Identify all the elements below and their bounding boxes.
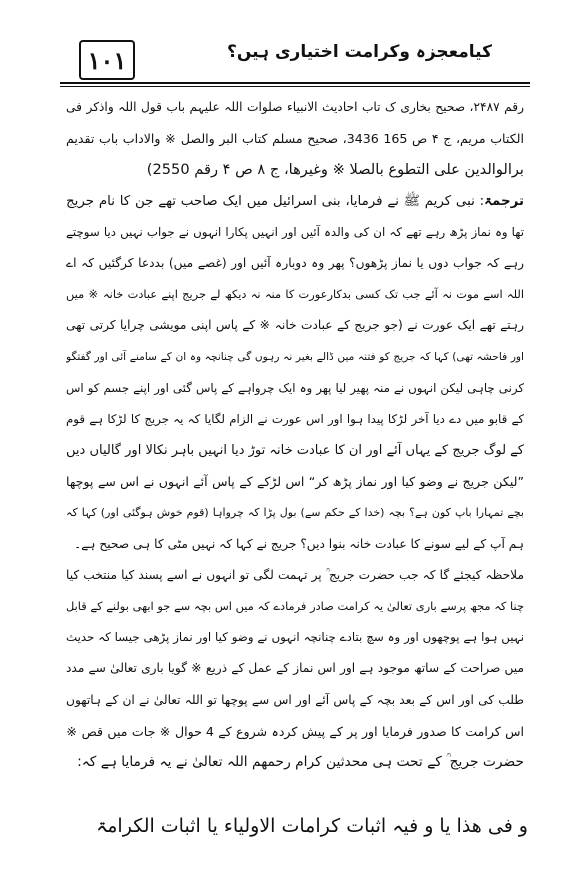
text-line: اور فاحشہ تھی) کہا کہ جریج کو فتنہ میں ڈالے بغیر نہ رہوں گی چنانچہ وہ ان کے سامنے آئی اور گفتگو (66, 350, 524, 363)
text-line: چنا کہ مجھ پرسے باری تعالیٰ یہ کرامت صادر فرمادے کہ میں اس بچہ سے جو ابھی بولنے کے قابل (66, 599, 524, 613)
text-line: برالوالدین علی التطوع بالصلا ※ وغیرھا، ج ۸ ص ۴ رقم 2550) (146, 161, 524, 179)
text-line: رہتے تھے ایک عورت نے (جو جریج کے عبادت خانہ ※ کے پاس اپنی مویشی چرایا کرتی تھی (66, 318, 524, 333)
translation-text: : نبی کریم ﷺ نے فرمایا، بنی اسرائیل میں ایک صاحب تھے جن کا نام جریج (66, 193, 485, 209)
text-line: تھا وہ نماز پڑھ رہے تھے کہ ان کی والدہ آئیں اور انہیں پکارا انہوں نے جواب نہیں دیا سوچتے (66, 224, 524, 239)
text-line: اللہ اسے موت نہ آئے جب تک کسی بدکارعورت کا منہ نہ دیکھ لے جریج اپنے عبادت خانہ ※ میں (66, 287, 524, 302)
text-line: الکتاب مریم، ج ۴ ص 165 3436، صحیح مسلم کتاب البر والصل ※ والاداب باب تقدیم (66, 131, 524, 147)
translation-label: ترجمۃ (484, 193, 524, 209)
translation-line (66, 186, 524, 217)
header-rule (60, 82, 530, 84)
text-line: رہے کہ جواب دوں یا نماز پڑھوں؟ پھر وہ دوبارہ آئیں اور (غصے میں) بددعا کرگئیں کہ اے (66, 255, 524, 270)
text-line: کے قابو میں دے دیا آخر لڑکا پیدا ہوا اور اس عورت نے الزام لگایا کہ یہ جریج کا لڑکا ہے قوم (66, 411, 524, 426)
text-line: اس کرامت کا صدور فرمایا اور پر کے پیش کردہ شروع کے 4 حوال ※ جات میں قص ※ (66, 723, 524, 739)
text-line: ہم آپ کے لیے سونے کا عبادت خانہ بنوا دیں؟ جریج نے کہا کہ نہیں مٹی کا ہی صحیح ہے۔ (74, 536, 524, 551)
text-line: کرنی چاہی لیکن انہوں نے منہ پھیر لیا پھر وہ ایک چرواہے کے پاس گئی اور اپنے جسم کو اس (66, 380, 524, 395)
running-title: کیامعجزہ وکرامت اختیاری ہیں؟ (226, 42, 492, 62)
arabic-quote: و فی ھذا یا و فیہ اثبات کرامات الاولیاء یا اثبات الکرامۃ (96, 815, 528, 837)
text-line: بچے تمہارا باپ کون ہے؟ بچہ (خدا کے حکم سے) بول پڑا کہ چرواہا (قوم خوش ہوگئی اور) کہا کہ (66, 506, 524, 520)
text-line: کے لوگ جریج کے یہاں آئے اور ان کا عبادت خانہ توڑ دیا انہیں باہر نکالا اور گالیاں دیں (66, 443, 524, 459)
page-number: ١٠١ (79, 40, 135, 80)
text-line: رقم ۲۴۸۷، صحیح بخاری ک تاب احادیث الانبیاء صلوات اللہ علیہم باب قول اللہ واذکر فی (66, 100, 524, 114)
body-text (66, 92, 524, 778)
text-line: ”لیکن جریج نے وضو کیا اور نماز پڑھ کر“ اس لڑکے کے پاس آئے انہوں نے اس سے پوچھا (66, 474, 524, 490)
text-line: طلب کی اور اس کے بعد بچہ کے پاس آئے اور اس سے پوچھا تو اللہ تعالیٰ نے ان کے ہاتھوں (66, 692, 524, 707)
text-line: ملاحظہ کیجئے گا کہ جب حضرت جریج ؒ پر تہمت لگی تو انہوں نے اسے پسند کیا منتخب کیا (66, 567, 524, 582)
text-line: نہیں ہوا ہے پوچھوں اور وہ سچ بتادے چنانچہ انہوں نے وضو کیا اور نماز پڑھی جیسا کہ حدیث (66, 630, 524, 645)
text-line: میں صراحت کے ساتھ موجود ہے اور اس نماز کے عمل کے ذریع ※ گویا باری تعالیٰ سے مدد (66, 661, 524, 676)
header-rule-thin (60, 86, 530, 87)
text-line: حضرت جریج ؒ کے تحت ہی محدثین کرام رحمھم اللہ تعالیٰ نے یہ فرمایا ہے کہ: (77, 753, 524, 770)
